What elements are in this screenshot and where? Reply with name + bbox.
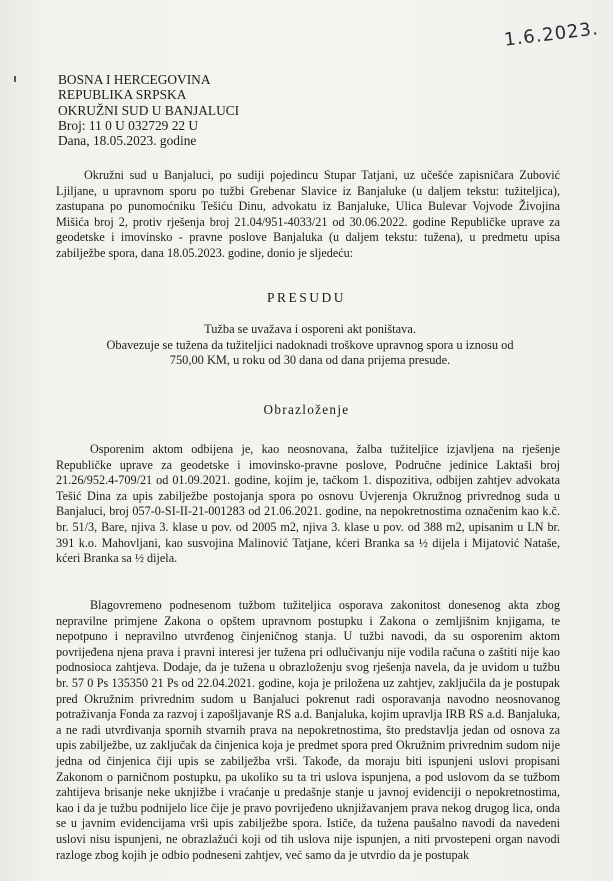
reasoning-paragraph-2: Blagovremeno podnesenom tužbom tužiteljica osporava zakonitost donesenog akta zbog nepravilne primjene Zakona o opštem upravnom postupku i Zakona o zemljišnim knjigama, te nepotpuno i nepravilno utvrđenog činjeničnog stanja. U tužbi navodi, da su osporenim aktom povrijeđena njena prava i pravni interesi jer tužena pri odlučivanju nije vodila računa o zaštiti nije kao podnosioca zahtjeva. Dodaje, da je tužena u obrazloženju svog rješenja navela, da je uvidom u tužbu br. 57 0 Ps 135350 21 Ps od 22.04.2021. godine, koja je priložena uz zahtjev, zaključila da je postupak pred Okružnim privrednim sudom u Banjaluci pokrenut radi osporavanja navodno neosnovanog potraživanja Fonda za razvoj i zapošljavanje RS a.d. Banjaluka, kojim upravlja IRB RS a.d. Banjaluka, a ne radi utvrđivanja spornih stvarnih prava na nepokretnostima, što predstavlja jedan od osnova za upis zabilježbe, uz zaključak da činjenica koja je predmet spora pred Okružnim privrednim sudom nije jedna od činjenica čiji upis se zabilježba vrši. Takođe, da moraju biti ispunjeni uslovi propisani Zakonom o parničnom postupku, pa ukoliko su ta tri uslova ispunjena, a pod uslovom da se tužbom zahtijeva brisanje neke uknjižbe i vraćanje u predašnje stanje u javnoj evidenciji o nepokretnostima, kao i da je tužbu podnijelo lice čije je pravo povrijeđeno uknjižavanjem prava nekog drugog lica, onda se u javnim evidencijama vrši upis zabilježbe spora. Ističe, da tužena paušalno navodi da navedeni uslovi nisu ispunjeni, ne obrazlažući koji od tih uslova nije ispunjen, a niti prvostepeni organ navodi razloge zbog kojih je odbio podneseni zahtjev, već samo da je utvrdio da je postupak [56, 598, 560, 862]
ruling-line-2: Obavezuje se tužena da tužiteljici nadoknadi troškove upravnog spora u iznosu od [106, 337, 514, 352]
ruling-block [70, 322, 550, 369]
header-country: BOSNA I HERCEGOVINA [58, 72, 211, 87]
ruling-line-3: 750,00 KM, u roku od 30 dana od dana prijema presude. [169, 353, 451, 368]
reasoning-title: Obrazloženje [263, 402, 350, 417]
header-republic: REPUBLIKA SRPSKA [58, 87, 187, 103]
header-date: Dana, 18.05.2023. godine [58, 133, 197, 149]
handwritten-date: 1.6.2023. [503, 18, 600, 51]
intro-paragraph: Okružni sud u Banjaluci, po sudiji pojedincu Stupar Tatjani, uz učešće zapisničara Zubović Ljiljane, u upravnom sporu po tužbi Grebenar Slavice iz Banjaluke (u daljem tekstu: tužiteljica), zastupana po punomoćniku Tešiću Dinu, advokatu iz Banjaluke, Ulica Bulevar Vojvode Živojina Mišića broj 2, protiv rješenja broj 21.04/951-4033/21 od 30.06.2022. godine Republičke uprave za geodetske i imovinsko - pravne poslove Banjaluka (u daljem tekstu: tužena), u predmetu upisa zabilježbe spora, dana 18.05.2023. godine, donio je sljedeću: [56, 168, 560, 260]
ruling-line-1: Tužba se uvažava i osporeni akt poništava. [204, 322, 416, 336]
header-court: OKRUŽNI SUD U BANJALUCI [58, 102, 240, 118]
reasoning-paragraph-1: Osporenim aktom odbijena je, kao neosnovana, žalba tužiteljice izjavljena na rješenje Republičke uprave za geodetske i imovinsko-pravne poslove, Područne jedinice Laktaši broj 21.26/952.4-709/21 od 01.09.2021. godine, kojim je, tačkom 1. dispozitiva, odbijen zahtjev advokata Tešić Dina za upis zabilježbe postojanja spora po osnovu Uvjerenja Okružnog privrednog suda u Banjaluci, broj 057-0-SI-II-21-001283 od 21.06.2021. godine, na nepokretnostima označenim kao k.č. br. 51/3, Bare, njiva 3. klase u pov. od 2005 m2, njiva 3. klase u pov. od 388 m2, upisanim u LN br. 391 k.o. Mahovljani, kao susvojina Malinović Tatjane, kćeri Branka sa ½ dijela i Mijatović Nataše, kćeri Branka sa ½ dijela. [56, 442, 560, 566]
court-header [58, 72, 239, 148]
margin-mark [14, 76, 16, 82]
header-case-number: Broj: 11 0 U 032729 22 U [58, 117, 199, 133]
verdict-title: PRESUDU [266, 290, 346, 305]
